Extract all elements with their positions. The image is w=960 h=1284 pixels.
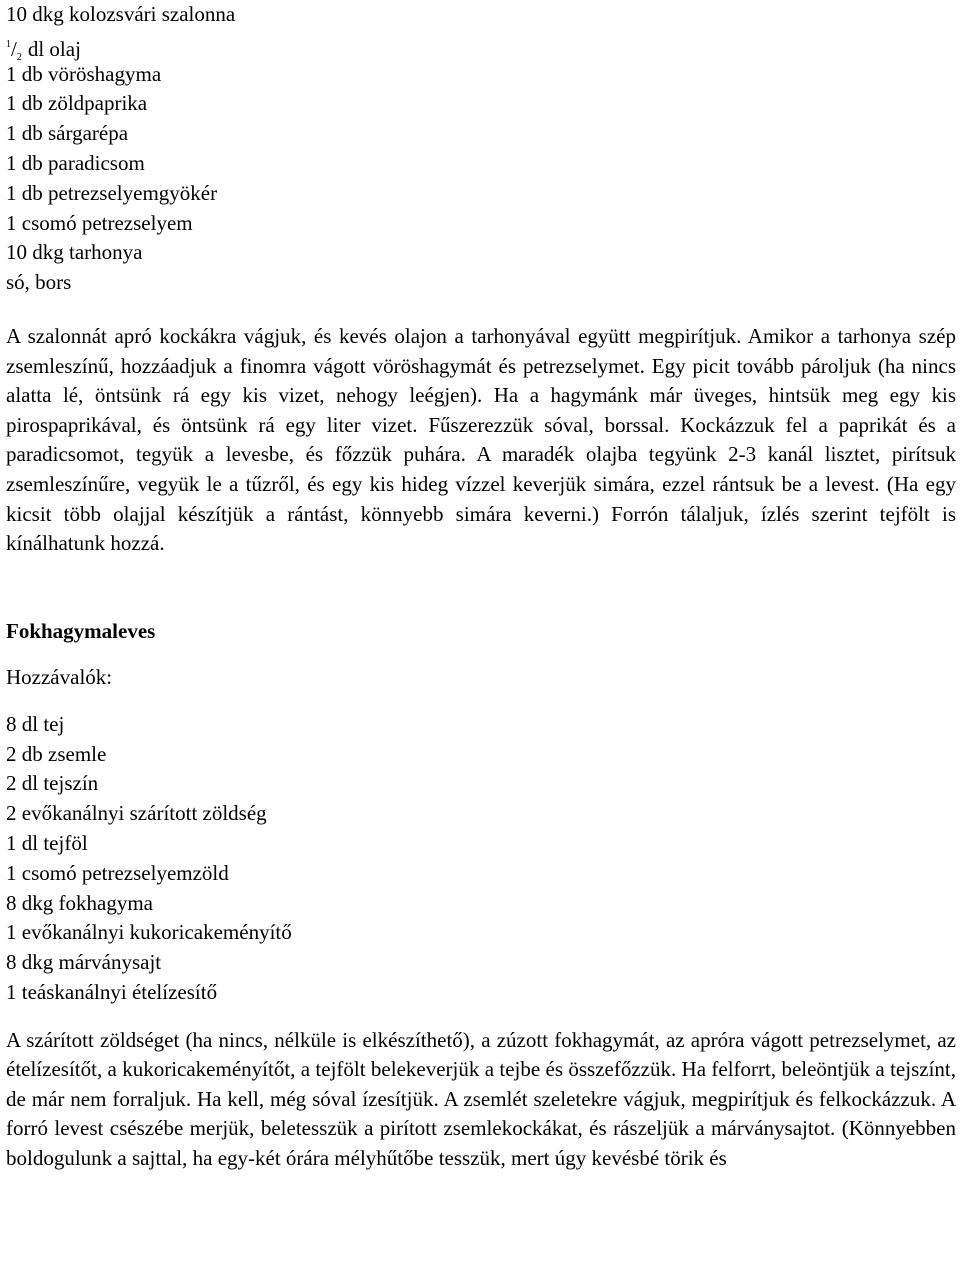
list-item: 1 dl tejföl (6, 830, 88, 855)
ingredient-list-1 (6, 0, 956, 298)
list-item: 1 teáskanálnyi ételízesítő (6, 979, 218, 1004)
list-item-fraction (6, 30, 956, 63)
list-item: 8 dkg fokhagyma (6, 890, 153, 915)
list-item: 2 dl tejszín (6, 771, 99, 796)
list-item: 10 dkg tarhonya (6, 240, 143, 265)
list-item: 2 evőkanálnyi szárított zöldség (6, 801, 267, 826)
fraction-slash: / (11, 36, 17, 61)
document-page (6, 0, 956, 1174)
list-item: 1 csomó petrezselyem (6, 210, 193, 235)
list-item: 1 db zöldpaprika (6, 91, 148, 116)
ingredient-list-2 (6, 710, 956, 1008)
fraction-rest: dl olaj (27, 36, 81, 61)
recipe-title: Fokhagymaleves (6, 618, 156, 643)
list-item: 1 db paradicsom (6, 150, 145, 175)
fraction-numerator: 1 (6, 38, 11, 50)
list-item: 1 db sárgarépa (6, 121, 129, 146)
list-item: só, bors (6, 270, 72, 295)
list-item: 1 csomó petrezselyemzöld (6, 860, 229, 885)
fraction-denominator: 2 (16, 51, 22, 63)
instructions-paragraph-1: A szalonnát apró kockákra vágjuk, és kevés olajon a tarhonyával együtt megpirítjuk. Amikor a tarhonya szép zsemleszínű, hozzáadjuk a finomra vágott vöröshagymát és petrezselymet. Egy picit tovább pároljuk (ha nincs alatta lé, öntsünk rá egy kis vizet, nehogy leégjen). Ha a hagymánk már üveges, hintsük meg egy kis pirospaprikával, és öntsünk rá egy liter vizet. Fűszerezzük sóval, borssal. Kockázzuk fel a paprikát és a paradicsomot, tegyük a levesbe, és főzzük puhára. A maradék olajba tegyünk 2-3 kanál lisztet, pirítsuk zsemleszínűre, vegyük le a tűzről, és egy kis hideg vízzel keverjük simára, ezzel rántsuk be a levest. (Ha egy kicsit több olajjal készítjük a rántást, könnyebb simára keverni.) Forrón tálaljuk, ízlés szerint tejfölt is kínálhatunk hozzá. (6, 323, 956, 556)
list-item: 8 dkg márványsajt (6, 950, 162, 975)
list-item: 1 evőkanálnyi kukoricakeményítő (6, 920, 292, 945)
list-item: 1 db petrezselyemgyökér (6, 180, 218, 205)
list-item: 1 db vöröshagyma (6, 61, 162, 86)
ingredients-label: Hozzávalók: (6, 664, 113, 689)
instructions-paragraph-2: A szárított zöldséget (ha nincs, nélküle is elkészíthető), a zúzott fokhagymát, az apróra vágott petrezselymet, az ételízesítőt, a kukoricakeményítőt, a tejfölt belekeverjük a tejbe és összefőzzük. Ha felforrt, beleöntjük a tejszínt, de már nem forraljuk. Ha kell, még sóval ízesítjük. A zsemlét szeletekre vágjuk, megpirítjuk és felkockázzuk. A forró levest csészébe merjük, beletesszük a pirított zsemlekockákat, és rászeljük a márványsajtot. (Könnyebben boldogulunk a sajttal, ha egy-két órára mélyhűtőbe tesszük, mert úgy kevésbé törik és (6, 1027, 956, 1171)
list-item: 10 dkg kolozsvári szalonna (6, 2, 236, 26)
list-item: 8 dl tej (6, 711, 65, 736)
list-item: 2 db zsemle (6, 741, 107, 766)
